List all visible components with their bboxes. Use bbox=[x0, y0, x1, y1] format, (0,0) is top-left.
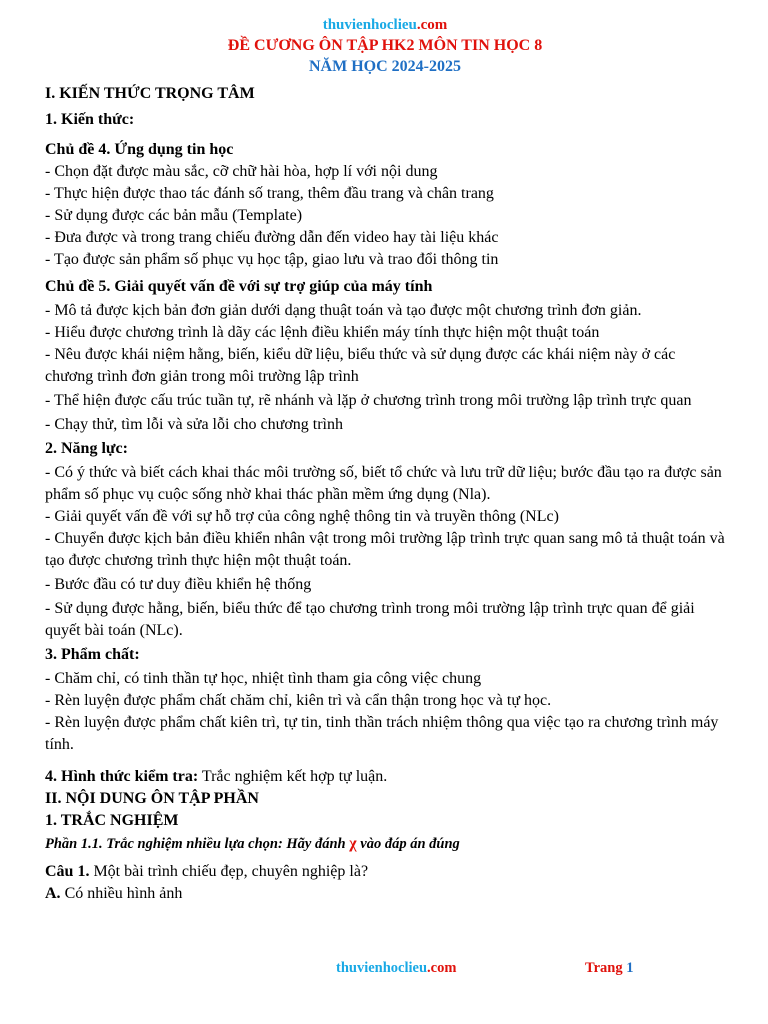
list-item: - Chạy thử, tìm lỗi và sửa lỗi cho chương trình bbox=[45, 416, 343, 433]
footer-brand-suffix: .com bbox=[427, 960, 457, 976]
list-item: - Chọn đặt được màu sắc, cỡ chữ hài hòa, hợp lí với nội dung bbox=[45, 163, 438, 180]
list-item: - Giải quyết vấn đề với sự hỗ trợ của công nghệ thông tin và truyền thông (NLc) bbox=[45, 508, 559, 525]
question-label: Câu 1. bbox=[45, 863, 90, 880]
brand-name: thuvienhoclieu bbox=[322, 17, 417, 33]
qualities-heading: 3. Phẩm chất: bbox=[45, 646, 140, 663]
topic-5-list bbox=[45, 300, 725, 436]
footer-brand-name: thuvienhoclieu bbox=[336, 960, 428, 976]
topic-4-list bbox=[45, 161, 725, 271]
list-item: - Thực hiện được thao tác đánh số trang, thêm đầu trang và chân trang bbox=[45, 185, 494, 202]
part-instruction bbox=[45, 833, 725, 855]
exam-form-line bbox=[45, 766, 725, 788]
competence-heading: 2. Năng lực: bbox=[45, 440, 128, 457]
list-item: - Rèn luyện được phẩm chất chăm chỉ, kiên trì và cẩn thận trong học và tự học. bbox=[45, 692, 552, 709]
part-instruction-tail: vào đáp án đúng bbox=[356, 836, 460, 852]
list-item: - Chăm chỉ, có tinh thần tự học, nhiệt tình tham gia công việc chung bbox=[45, 670, 482, 687]
list-item: - Mô tả được kịch bản đơn giản dưới dạng thuật toán và tạo được một chương trình đơn giản. bbox=[45, 302, 642, 319]
option-label: A. bbox=[45, 885, 61, 902]
exam-form-value: Trắc nghiệm kết hợp tự luận. bbox=[198, 768, 388, 785]
list-item: - Tạo được sản phẩm số phục vụ học tập, giao lưu và trao đổi thông tin bbox=[45, 251, 499, 268]
topic-5-title: Chủ đề 5. Giải quyết vấn đề với sự trợ giúp của máy tính bbox=[45, 278, 433, 295]
list-item: - Bước đầu có tư duy điều khiển hệ thống bbox=[45, 576, 312, 593]
section-1-heading: I. KIẾN THỨC TRỌNG TÂM bbox=[45, 85, 255, 102]
site-header-brand[interactable] bbox=[45, 15, 725, 35]
competence-list bbox=[45, 462, 725, 642]
page-number-value: 1 bbox=[626, 960, 634, 976]
question-text: Một bài trình chiếu đẹp, chuyên nghiệp là? bbox=[89, 863, 369, 880]
part-instruction-text: Phần 1.1. Trắc nghiệm nhiều lựa chọn: Hãy đánh bbox=[45, 836, 350, 852]
list-item: - Chuyển được kịch bản điều khiển nhân vật trong môi trường lập trình trực quan sang mô tả thuật toán và tạo được chương trình thực hiện một thuật toán. bbox=[45, 530, 725, 569]
question-1 bbox=[45, 861, 725, 883]
section-2-heading: II. NỘI DUNG ÔN TẬP PHẦN bbox=[45, 790, 259, 807]
list-item: - Sử dụng được hằng, biến, biểu thức để tạo chương trình trong môi trường lập trình trực quan để giải quyết bài toán (NLc). bbox=[45, 600, 695, 639]
page-footer bbox=[0, 960, 768, 982]
list-item: - Có ý thức và biết cách khai thác môi trường số, biết tổ chức và lưu trữ dữ liệu; bước đầu tạo ra được sản phẩm số phục vụ cuộc sống nhờ khai thác phần mềm ứng dụng (Nla). bbox=[45, 464, 722, 503]
footer-site-link[interactable] bbox=[336, 960, 456, 977]
page-label: Trang bbox=[585, 960, 623, 976]
list-item: - Đưa được và trong trang chiếu đường dẫn đến video hay tài liệu khác bbox=[45, 229, 499, 246]
list-item: - Rèn luyện được phẩm chất kiên trì, tự tin, tinh thần trách nhiệm thông qua việc tạo ra chương trình máy tính. bbox=[45, 714, 719, 753]
list-item: - Thể hiện được cấu trúc tuần tự, rẽ nhánh và lặp ở chương trình trong môi trường lập trình trực quan bbox=[45, 392, 692, 409]
list-item: - Sử dụng được các bản mẫu (Template) bbox=[45, 207, 303, 224]
list-item: - Hiểu được chương trình là dãy các lệnh điều khiển máy tính thực hiện một thuật toán bbox=[45, 324, 600, 341]
answer-option-a bbox=[45, 883, 725, 905]
document-page bbox=[45, 15, 725, 905]
knowledge-heading: 1. Kiến thức: bbox=[45, 111, 135, 128]
school-year: NĂM HỌC 2024-2025 bbox=[309, 58, 461, 75]
exam-form-label: 4. Hình thức kiểm tra: bbox=[45, 768, 199, 785]
multiple-choice-heading: 1. TRẮC NGHIỆM bbox=[45, 812, 179, 829]
list-item: - Nêu được khái niệm hằng, biến, kiểu dữ liệu, biểu thức và sử dụng được các khái niệm này ở các chương trình đơn giản trong môi trường lập trình bbox=[45, 346, 676, 385]
page-number bbox=[585, 960, 633, 977]
document-title: ĐỀ CƯƠNG ÔN TẬP HK2 MÔN TIN HỌC 8 bbox=[227, 37, 543, 54]
qualities-list bbox=[45, 668, 725, 756]
option-text: Có nhiều hình ảnh bbox=[60, 885, 183, 902]
brand-suffix: .com bbox=[416, 17, 448, 33]
x-mark-icon: χ bbox=[349, 835, 357, 852]
topic-4-title: Chủ đề 4. Ứng dụng tin học bbox=[45, 141, 234, 158]
